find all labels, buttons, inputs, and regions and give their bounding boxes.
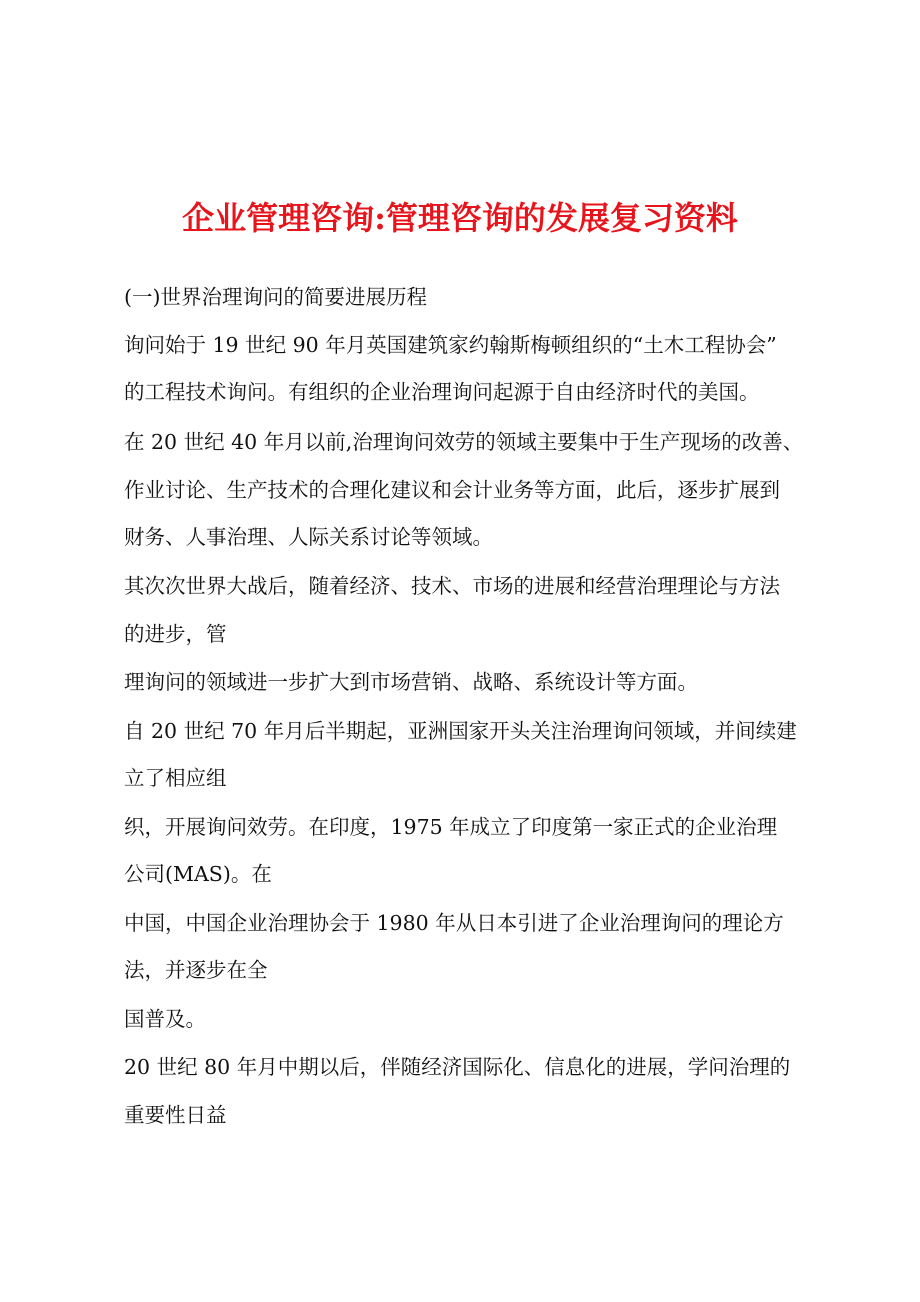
paragraph-line: 其次次世界大战后，随着经济、技术、市场的进展和经营治理理论与方法 — [124, 574, 780, 598]
paragraph-line: 公司(MAS)。在 — [124, 862, 272, 886]
paragraph-line: 国普及。 — [124, 1007, 206, 1031]
paragraph-line: 织，开展询问效劳。在印度，1975 年成立了印度第一家正式的企业治理 — [124, 815, 778, 839]
document-title: 企业管理咨询:管理咨询的发展复习资料 — [182, 199, 738, 237]
paragraph-line: 20 世纪 80 年月中期以后，伴随经济国际化、信息化的进展，学问治理的 — [124, 1055, 791, 1079]
paragraph-line: 的进步，管 — [124, 622, 227, 646]
paragraph-line: (一)世界治理询问的简要进展历程 — [124, 285, 427, 309]
paragraph-line: 自 20 世纪 70 年月后半期起，亚洲国家开头关注治理询问领域，并间续建 — [124, 719, 797, 743]
paragraph-line: 的工程技术询问。有组织的企业治理询问起源于自由经济时代的美国。 — [124, 380, 760, 404]
paragraph-line: 询问始于 19 世纪 90 年月英国建筑家约翰斯梅顿组织的“土木工程协会” — [124, 333, 777, 357]
paragraph-line: 重要性日益 — [124, 1103, 227, 1127]
paragraph-line: 作业讨论、生产技术的合理化建议和会计业务等方面，此后，逐步扩展到 — [124, 478, 780, 502]
paragraph-line: 中国，中国企业治理协会于 1980 年从日本引进了企业治理询问的理论方 — [124, 911, 784, 935]
paragraph-line: 法，并逐步在全 — [124, 958, 268, 982]
paragraph-line: 立了相应组 — [124, 766, 227, 790]
paragraph-line: 财务、人事治理、人际关系讨论等领域。 — [124, 525, 493, 549]
paragraph-line: 理询问的领域进一步扩大到市场营销、战略、系统设计等方面。 — [124, 670, 698, 694]
paragraph-line: 在 20 世纪 40 年月以前,治理询问效劳的领域主要集中于生产现场的改善、 — [124, 430, 804, 454]
